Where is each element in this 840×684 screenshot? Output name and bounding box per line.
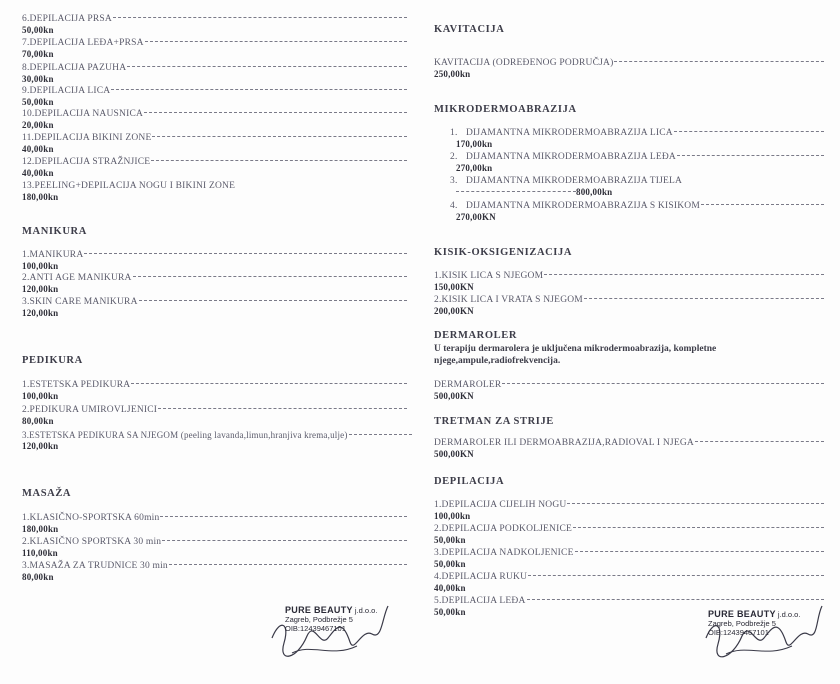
list-item — [434, 572, 824, 593]
leader-dots — [701, 204, 824, 205]
item-price: 40,00kn — [22, 144, 54, 154]
leader-dots — [349, 434, 412, 435]
item-number: 1. — [450, 128, 458, 138]
item-number: 4. — [450, 201, 458, 211]
item-label: 1.DEPILACIJA CIJELIH NOGU — [434, 500, 567, 510]
item-price: 40,00kn — [22, 168, 54, 178]
item-label: 2.KLASIČNO SPORTSKA 30 min — [22, 537, 162, 547]
item-label: 10.DEPILACIJA NAUSNICA — [22, 109, 144, 119]
item-price: 120,00kn — [22, 441, 59, 451]
stamp-oib: OIB:12439467101 — [285, 624, 346, 633]
leader-dots — [169, 564, 407, 565]
leader-dots — [160, 516, 407, 517]
section-title-manikura: MANIKURA — [22, 226, 87, 237]
stamp-address: Zagreb, Podbrežje 5 — [708, 619, 776, 628]
list-item — [22, 405, 407, 426]
item-label: DIJAMANTNA MIKRODERMOABRAZIJA LICA — [466, 128, 673, 138]
item-price: 270,00KN — [456, 212, 496, 222]
item-label: 1.MANIKURA — [22, 250, 84, 260]
leader-dots — [528, 575, 824, 576]
leader-dots — [456, 191, 576, 192]
list-item — [22, 14, 407, 35]
list-item — [22, 250, 407, 271]
item-number: 2. — [450, 152, 458, 162]
list-item — [22, 181, 407, 202]
item-label: 3.SKIN CARE MANIKURA — [22, 297, 138, 307]
item-label: 2.ANTI AGE MANIKURA — [22, 273, 132, 283]
leader-dots — [544, 274, 824, 275]
item-price: 500,00KN — [434, 391, 474, 401]
company-stamp-left — [285, 606, 377, 633]
leader-dots — [573, 527, 824, 528]
item-label: KAVITACIJA (ODREĐENOG PODRUČJA) — [434, 58, 614, 68]
leader-dots — [158, 408, 407, 409]
item-price: 50,00kn — [22, 25, 54, 35]
list-item — [434, 380, 824, 401]
list-item — [434, 271, 824, 292]
item-price: 250,00kn — [434, 69, 471, 79]
item-label: 2.PEDIKURA UMIROVLJENICI — [22, 405, 158, 415]
list-item — [22, 297, 407, 318]
item-label: 1.KLASIČNO-SPORTSKA 60min — [22, 513, 160, 523]
list-item — [22, 109, 407, 130]
leader-dots — [674, 131, 824, 132]
list-item — [434, 58, 824, 79]
leader-dots — [111, 89, 407, 90]
list-item — [22, 380, 407, 401]
item-label: 6.DEPILACIJA PRSA — [22, 14, 112, 24]
item-price: 80,00kn — [22, 416, 54, 426]
list-item — [22, 133, 407, 154]
leader-dots — [502, 383, 824, 384]
list-item — [450, 152, 824, 173]
item-price: 120,00kn — [22, 308, 59, 318]
leader-dots — [127, 66, 407, 67]
leader-dots — [677, 155, 824, 156]
section-title-kavitacija: KAVITACIJA — [434, 24, 505, 35]
item-label: 3.DEPILACIJA NADKOLJENICE — [434, 548, 574, 558]
item-price: 800,00kn — [576, 187, 613, 197]
company-stamp-right — [708, 610, 800, 637]
leader-dots — [162, 540, 407, 541]
item-label: 2.DEPILACIJA PODKOLJENICE — [434, 524, 572, 534]
item-price: 40,00kn — [434, 583, 466, 593]
item-price: 100,00kn — [22, 391, 59, 401]
leader-dots — [131, 383, 407, 384]
section-title-tretman: TRETMAN ZA STRIJE — [434, 416, 554, 427]
leader-dots — [575, 551, 824, 552]
item-price: 50,00kn — [434, 559, 466, 569]
leader-dots — [584, 298, 824, 299]
item-label: 12.DEPILACIJA STRAŽNJICE — [22, 157, 151, 167]
leader-dots — [151, 160, 407, 161]
item-label: 2.KISIK LICA I VRATA S NJEGOM — [434, 295, 583, 305]
item-price: 500,00KN — [434, 449, 474, 459]
list-item — [434, 500, 824, 521]
item-label: 3.MASAŽA ZA TRUDNICE 30 min — [22, 561, 168, 571]
list-item — [434, 524, 824, 545]
item-price: 170,00kn — [456, 139, 493, 149]
item-label: 1.KISIK LICA S NJEGOM — [434, 271, 544, 281]
leader-dots — [113, 17, 407, 18]
section-title-mikrodermoabrazija: MIKRODERMOABRAZIJA — [434, 104, 577, 115]
item-price: 50,00kn — [434, 607, 466, 617]
item-label: DERMAROLER — [434, 380, 502, 390]
leader-dots — [139, 300, 407, 301]
leader-dots — [695, 441, 824, 442]
item-label: 1.ESTETSKA PEDIKURA — [22, 380, 131, 390]
list-item — [22, 63, 407, 84]
stamp-suffix: j.d.o.o. — [777, 610, 801, 619]
list-item — [434, 295, 824, 316]
item-price: 70,00kn — [22, 49, 54, 59]
section-title-kisik: KISIK-OKSIGENIZACIJA — [434, 247, 573, 258]
item-price: 30,00kn — [22, 74, 54, 84]
leader-dots — [614, 61, 824, 62]
item-price: 200,00KN — [434, 306, 474, 316]
stamp-brand: PURE BEAUTY — [708, 609, 776, 619]
list-item — [434, 438, 824, 459]
leader-dots — [133, 276, 407, 277]
list-item — [22, 86, 407, 107]
item-number: 3. — [450, 176, 458, 186]
item-price: 180,00kn — [22, 192, 59, 202]
leader-dots — [84, 253, 407, 254]
item-price: 50,00kn — [434, 535, 466, 545]
stamp-oib: OIB:12439467101 — [708, 628, 769, 637]
stamp-address: Zagreb, Podbrežje 5 — [285, 615, 353, 624]
leader-dots — [145, 41, 407, 42]
list-item — [22, 38, 407, 59]
section-title-masaza: MASAŽA — [22, 488, 72, 499]
leader-dots — [152, 136, 407, 137]
stamp-brand: PURE BEAUTY — [285, 605, 353, 615]
item-price: 270,00kn — [456, 163, 493, 173]
section-title-dermaroler: DERMAROLER — [434, 330, 518, 341]
item-price: 120,00kn — [22, 284, 59, 294]
leader-dots — [144, 112, 407, 113]
list-item — [450, 176, 760, 197]
list-item — [22, 537, 407, 558]
list-item — [22, 513, 407, 534]
list-item — [450, 201, 824, 222]
item-price: 110,00kn — [22, 548, 58, 558]
item-label: DERMAROLER ILI DERMOABRAZIJA,RADIOVAL I NJEGA — [434, 438, 694, 448]
item-label: 7.DEPILACIJA LEĐA+PRSA — [22, 38, 144, 48]
list-item — [450, 128, 824, 149]
item-label: DIJAMANTNA MIKRODERMOABRAZIJA LEĐA — [466, 152, 676, 162]
item-label: 13.PEELING+DEPILACIJA NOGU I BIKINI ZONE — [22, 181, 236, 191]
item-price: 100,00kn — [22, 261, 59, 271]
item-label: DIJAMANTNA MIKRODERMOABRAZIJA S KISIKOM — [466, 201, 700, 211]
section-title-depilacija: DEPILACIJA — [434, 476, 505, 487]
section-title-pedikura: PEDIKURA — [22, 355, 83, 366]
item-price: 180,00kn — [22, 524, 59, 534]
item-label: 4.DEPILACIJA RUKU — [434, 572, 528, 582]
item-price: 20,00kn — [22, 120, 54, 130]
item-label: 5.DEPILACIJA LEĐA — [434, 596, 526, 606]
item-label: 8.DEPILACIJA PAZUHA — [22, 63, 127, 73]
list-item — [22, 157, 407, 178]
item-price: 50,00kn — [22, 97, 54, 107]
list-item — [434, 548, 824, 569]
item-label: 3.ESTETSKA PEDIKURA SA NJEGOM (peeling lavanda,limun,hranjiva krema,ulje) — [22, 430, 348, 440]
item-label: DIJAMANTNA MIKRODERMOABRAZIJA TIJELA — [466, 176, 683, 186]
list-item — [22, 561, 407, 582]
item-price: 150,00KN — [434, 282, 474, 292]
item-price: 100,00kn — [434, 511, 471, 521]
list-item — [22, 273, 407, 294]
dermaroler-note: U terapiju dermarolera je uključena mikrodermoabrazija, kompletne njege,ampule,radiofrekvencija. — [434, 344, 717, 366]
stamp-suffix: j.d.o.o. — [354, 606, 378, 615]
item-price: 80,00kn — [22, 572, 54, 582]
list-item — [22, 430, 412, 451]
item-label: 11.DEPILACIJA BIKINI ZONE — [22, 133, 152, 143]
item-label: 9.DEPILACIJA LICA — [22, 86, 111, 96]
leader-dots — [567, 503, 824, 504]
